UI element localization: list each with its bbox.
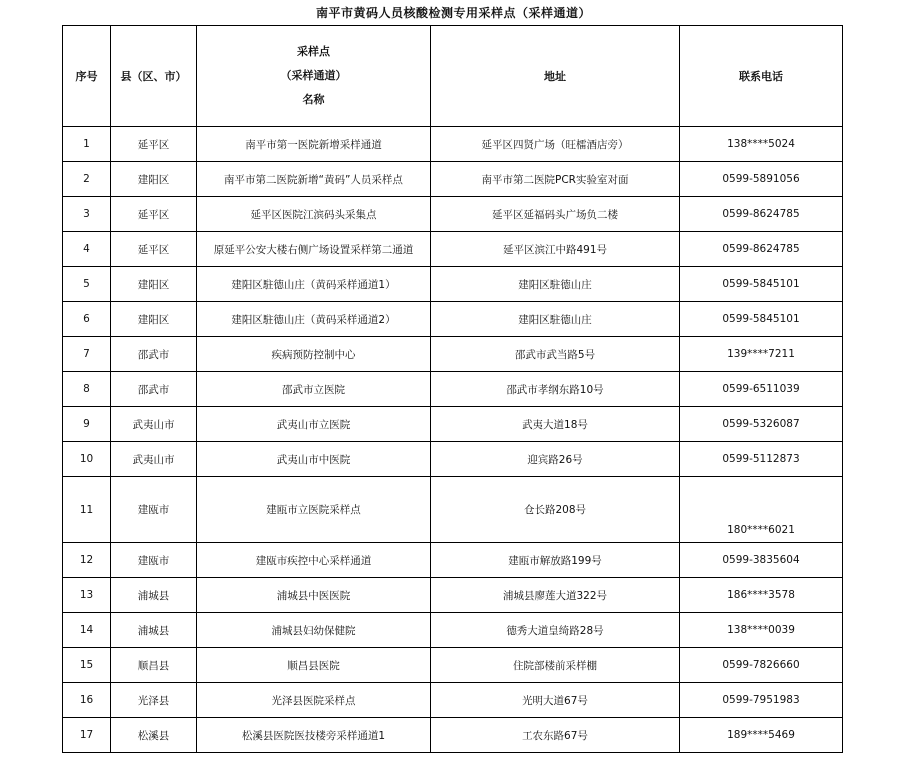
cell-site: 光泽县医院采样点 <box>197 683 431 718</box>
cell-address: 光明大道67号 <box>431 683 680 718</box>
table-row <box>63 267 843 302</box>
table-row <box>63 718 843 753</box>
cell-county: 松溪县 <box>111 718 197 753</box>
header-site <box>197 26 431 127</box>
cell-site: 顺昌县医院 <box>197 648 431 683</box>
cell-phone: 0599-5845101 <box>680 302 843 337</box>
cell-site: 武夷山市立医院 <box>197 407 431 442</box>
cell-site: 南平市第一医院新增采样通道 <box>197 127 431 162</box>
cell-index: 4 <box>63 232 111 267</box>
cell-index: 14 <box>63 613 111 648</box>
cell-index: 7 <box>63 337 111 372</box>
cell-index: 15 <box>63 648 111 683</box>
cell-address: 南平市第二医院PCR实验室对面 <box>431 162 680 197</box>
cell-index: 12 <box>63 543 111 578</box>
cell-site: 原延平公安大楼右侧广场设置采样第二通道 <box>197 232 431 267</box>
table-row <box>63 578 843 613</box>
cell-address: 延平区滨江中路491号 <box>431 232 680 267</box>
header-site-line3: 名称 <box>302 93 325 106</box>
cell-phone: 0599-5891056 <box>680 162 843 197</box>
cell-phone: 186****3578 <box>680 578 843 613</box>
cell-county: 建瓯市 <box>111 543 197 578</box>
document-title: 南平市黄码人员核酸检测专用采样点（采样通道） <box>315 6 591 20</box>
cell-county: 浦城县 <box>111 613 197 648</box>
header-index: 序号 <box>63 26 111 127</box>
cell-phone: 0599-7826660 <box>680 648 843 683</box>
cell-index: 10 <box>63 442 111 477</box>
table-header-row <box>63 26 843 127</box>
cell-index: 8 <box>63 372 111 407</box>
cell-phone: 0599-8624785 <box>680 232 843 267</box>
cell-phone: 138****5024 <box>680 127 843 162</box>
header-site-line1: 采样点 <box>297 45 330 58</box>
cell-site: 松溪县医院医技楼旁采样通道1 <box>197 718 431 753</box>
cell-phone: 189****5469 <box>680 718 843 753</box>
cell-address: 建瓯市解放路199号 <box>431 543 680 578</box>
cell-index: 6 <box>63 302 111 337</box>
cell-county: 邵武市 <box>111 337 197 372</box>
cell-county: 浦城县 <box>111 578 197 613</box>
cell-county: 建阳区 <box>111 162 197 197</box>
cell-county: 延平区 <box>111 232 197 267</box>
table-row <box>63 302 843 337</box>
cell-county: 武夷山市 <box>111 407 197 442</box>
cell-county: 顺昌县 <box>111 648 197 683</box>
cell-county: 建阳区 <box>111 267 197 302</box>
cell-address: 邵武市武当路5号 <box>431 337 680 372</box>
cell-index: 17 <box>63 718 111 753</box>
table-row <box>63 683 843 718</box>
cell-index: 1 <box>63 127 111 162</box>
cell-phone <box>680 477 843 543</box>
cell-site: 浦城县妇幼保健院 <box>197 613 431 648</box>
cell-index: 9 <box>63 407 111 442</box>
cell-index: 16 <box>63 683 111 718</box>
cell-site: 建瓯市疾控中心采样通道 <box>197 543 431 578</box>
cell-phone: 138****0039 <box>680 613 843 648</box>
table-row <box>63 477 843 543</box>
table-row <box>63 613 843 648</box>
cell-address: 浦城县廖莲大道322号 <box>431 578 680 613</box>
table-body <box>63 127 843 753</box>
cell-address: 仓长路208号 <box>431 477 680 543</box>
header-county: 县（区、市） <box>111 26 197 127</box>
cell-index: 13 <box>63 578 111 613</box>
table-row <box>63 337 843 372</box>
table-row <box>63 232 843 267</box>
cell-site: 武夷山市中医院 <box>197 442 431 477</box>
table-row <box>63 372 843 407</box>
cell-site: 延平区医院江滨码头采集点 <box>197 197 431 232</box>
phone-number-primary: 180****6021 <box>727 523 795 536</box>
cell-phone: 0599-5326087 <box>680 407 843 442</box>
cell-site: 邵武市立医院 <box>197 372 431 407</box>
cell-index: 2 <box>63 162 111 197</box>
cell-index: 3 <box>63 197 111 232</box>
table-row <box>63 543 843 578</box>
cell-site: 疾病预防控制中心 <box>197 337 431 372</box>
table-row <box>63 442 843 477</box>
cell-county: 建阳区 <box>111 302 197 337</box>
cell-address: 邵武市孝纲东路10号 <box>431 372 680 407</box>
cell-address: 延平区延福码头广场负二楼 <box>431 197 680 232</box>
cell-site: 浦城县中医医院 <box>197 578 431 613</box>
table-row <box>63 197 843 232</box>
cell-address: 武夷大道18号 <box>431 407 680 442</box>
table-row <box>63 127 843 162</box>
header-address: 地址 <box>431 26 680 127</box>
cell-county: 延平区 <box>111 197 197 232</box>
cell-index: 5 <box>63 267 111 302</box>
cell-county: 邵武市 <box>111 372 197 407</box>
cell-county: 建瓯市 <box>111 477 197 543</box>
cell-phone: 0599-7951983 <box>680 683 843 718</box>
cell-address: 住院部楼前采样棚 <box>431 648 680 683</box>
header-site-line2: （采样通道） <box>280 69 347 82</box>
cell-site: 建阳区駐德山庄（黄码采样通道1） <box>197 267 431 302</box>
cell-address: 德秀大道皇绮路28号 <box>431 613 680 648</box>
cell-address: 建阳区駐德山庄 <box>431 302 680 337</box>
cell-phone: 0599-8624785 <box>680 197 843 232</box>
cell-phone: 0599-6511039 <box>680 372 843 407</box>
cell-phone: 139****7211 <box>680 337 843 372</box>
cell-site: 建瓯市立医院采样点 <box>197 477 431 543</box>
cell-index: 11 <box>63 477 111 543</box>
cell-county: 武夷山市 <box>111 442 197 477</box>
cell-address: 延平区四贤广场（旺檑酒店旁） <box>431 127 680 162</box>
cell-address: 工农东路67号 <box>431 718 680 753</box>
header-phone: 联系电话 <box>680 26 843 127</box>
table-row <box>63 162 843 197</box>
cell-address: 建阳区駐德山庄 <box>431 267 680 302</box>
cell-phone: 0599-5112873 <box>680 442 843 477</box>
cell-site: 建阳区駐德山庄（黄码采样通道2） <box>197 302 431 337</box>
cell-county: 延平区 <box>111 127 197 162</box>
table-row <box>63 648 843 683</box>
sampling-sites-table <box>62 25 843 753</box>
table-row <box>63 407 843 442</box>
cell-site: 南平市第二医院新增“黄码”人员采样点 <box>197 162 431 197</box>
cell-address: 迎宾路26号 <box>431 442 680 477</box>
cell-phone: 0599-5845101 <box>680 267 843 302</box>
cell-phone: 0599-3835604 <box>680 543 843 578</box>
cell-county: 光泽县 <box>111 683 197 718</box>
